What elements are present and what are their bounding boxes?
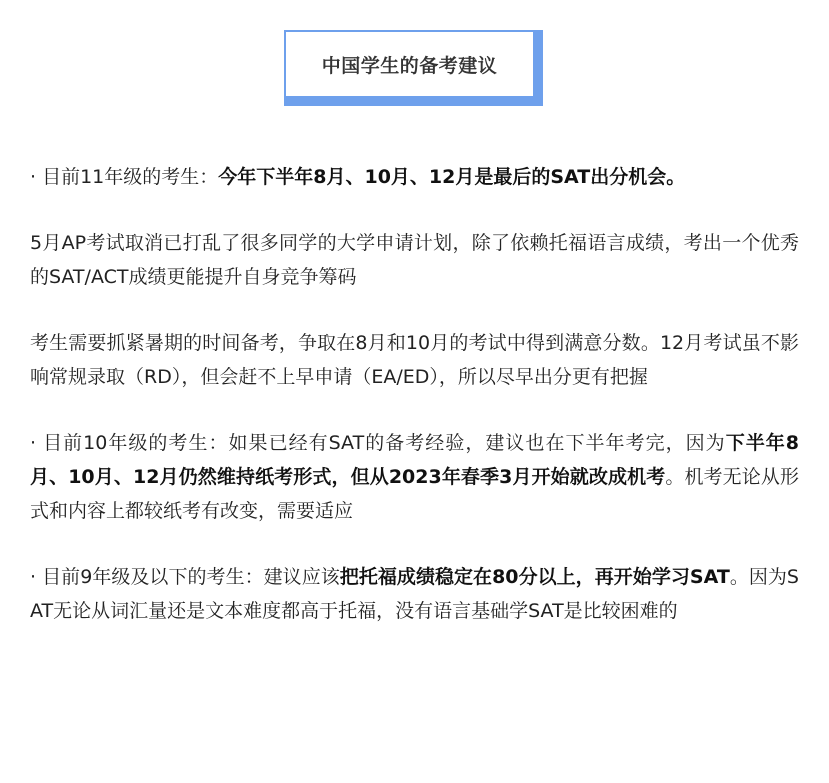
paragraph-grade-11: [30, 160, 799, 194]
paragraph-summer-prep: [30, 326, 799, 394]
paragraph-text: 。因为SAT无论从词汇量还是文本难度都高于托福，没有语言基础学SAT是比较困难的: [30, 566, 799, 622]
section-title: 中国学生的备考建议: [321, 54, 498, 77]
paragraph-highlight: 下半年8月、10月、12月仍然维持纸考形式，但从2023年春季3月开始就改成机考: [30, 432, 799, 488]
article-body: [30, 160, 799, 660]
paragraph-ap-cancellation: [30, 226, 799, 294]
paragraph-text: 考生需要抓紧暑期的时间备考，争取在8月和10月的考试中得到满意分数。12月考试虽不影响常规录取（RD），但会赶不上早申请（EA/ED），所以尽早出分更有把握: [30, 332, 799, 388]
paragraph-text: · 目前10年级的考生：如果已经有SAT的备考经验，建议也在下半年考完，因为: [30, 432, 726, 454]
section-title-card: [284, 30, 543, 106]
paragraph-grade-10: [30, 426, 799, 528]
paragraph-grade-9: [30, 560, 799, 628]
title-card-box: [284, 30, 535, 98]
paragraph-text: · 目前9年级及以下的考生：建议应该: [30, 566, 340, 588]
paragraph-highlight: 把托福成绩稳定在80分以上，再开始学习SAT: [339, 566, 730, 588]
paragraph-highlight: 今年下半年8月、10月、12月是最后的SAT出分机会。: [218, 166, 686, 188]
paragraph-text: 。机考无论从形式和内容上都较纸考有改变，需要适应: [30, 466, 799, 522]
paragraph-text: 5月AP考试取消已打乱了很多同学的大学申请计划，除了依赖托福语言成绩，考出一个优秀的SAT/ACT成绩更能提升自身竞争筹码: [30, 232, 799, 288]
paragraph-text: · 目前11年级的考生：: [30, 166, 219, 188]
